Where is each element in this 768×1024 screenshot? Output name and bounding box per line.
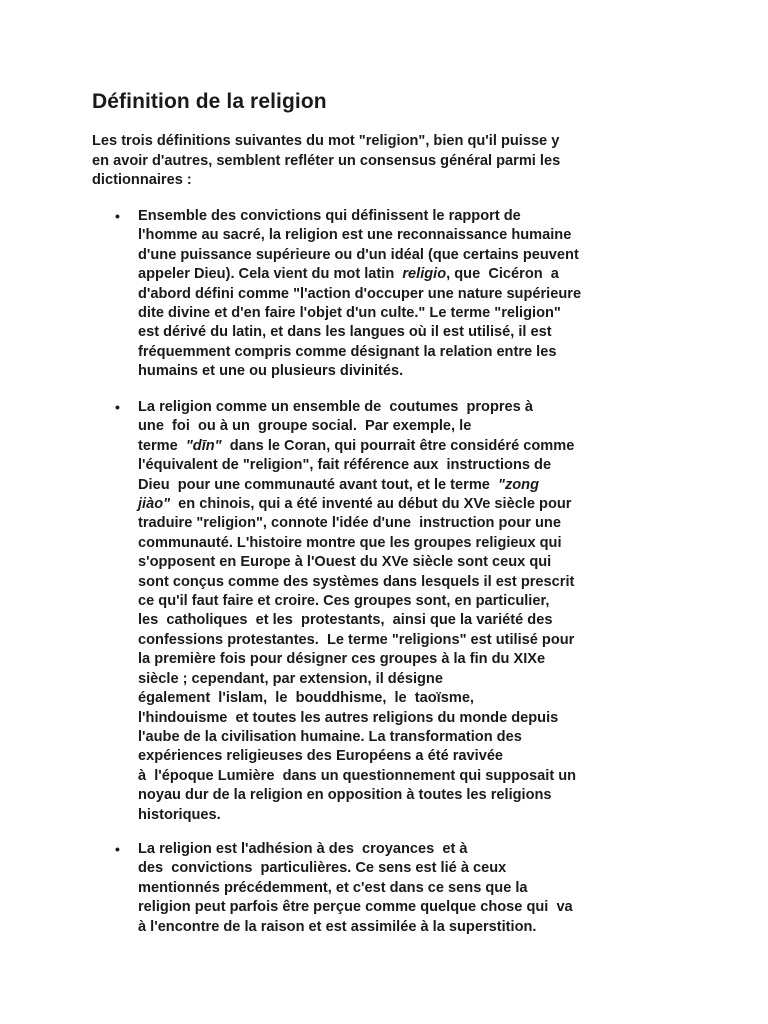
text-line: l'aube de la civilisation humaine. La transformation des bbox=[138, 728, 522, 745]
definition-text bbox=[138, 398, 698, 825]
text-segment: dans le Coran, qui pourrait être considéré comme bbox=[221, 437, 575, 454]
bullet-icon: • bbox=[115, 841, 120, 857]
text-line bbox=[138, 476, 698, 495]
text-line: mentionnés précédemment, et c'est dans ce sens que la bbox=[138, 879, 528, 896]
intro-paragraph bbox=[92, 132, 682, 191]
text-segment: appeler Dieu). Cela vient du mot latin bbox=[138, 266, 403, 283]
text-line: est dérivé du latin, et dans les langues où il est utilisé, il est bbox=[138, 324, 552, 341]
text-line: traduire "religion", connote l'idée d'une instruction pour une bbox=[138, 515, 561, 532]
intro-line: en avoir d'autres, semblent refléter un consensus général parmi les bbox=[92, 152, 561, 169]
text-line: confessions protestantes. Le terme "religions" est utilisé pour bbox=[138, 631, 575, 648]
text-line bbox=[138, 437, 698, 456]
text-line bbox=[138, 265, 698, 284]
text-line: l'équivalent de "religion", fait référence aux instructions de bbox=[138, 457, 552, 474]
text-line: s'opposent en Europe à l'Ouest du XVe siècle sont ceux qui bbox=[138, 554, 552, 571]
text-line: des convictions particulières. Ce sens est lié à ceux bbox=[138, 860, 507, 877]
text-line: l'homme au sacré, la religion est une reconnaissance humaine bbox=[138, 227, 572, 244]
text-line: ce qu'il faut faire et croire. Ces groupes sont, en particulier, bbox=[138, 593, 550, 610]
text-line: historiques. bbox=[138, 806, 221, 823]
text-line: Ensemble des convictions qui définissent le rapport de bbox=[138, 208, 521, 224]
definition-text bbox=[138, 207, 698, 382]
text-segment: Dieu pour une communauté avant tout, et le terme bbox=[138, 476, 499, 493]
text-line: l'hindouisme et toutes les autres religions du monde depuis bbox=[138, 709, 559, 726]
text-line: à l'encontre de la raison et est assimilée à la superstition. bbox=[138, 918, 537, 935]
text-line: fréquemment compris comme désignant la relation entre les bbox=[138, 343, 557, 360]
text-segment: en chinois, qui a été inventé au début du XVe siècle pour bbox=[170, 496, 572, 513]
text-line bbox=[138, 495, 698, 514]
text-line: communauté. L'histoire montre que les groupes religieux qui bbox=[138, 534, 562, 551]
intro-line: dictionnaires : bbox=[92, 172, 192, 189]
text-line: à l'époque Lumière dans un questionnement qui supposait un bbox=[138, 767, 577, 784]
bullet-icon: • bbox=[115, 208, 120, 224]
intro-line: Les trois définitions suivantes du mot "religion", bien qu'il puisse y bbox=[92, 133, 560, 149]
text-line: d'abord défini comme "l'action d'occuper une nature supérieure bbox=[138, 285, 582, 302]
arabic-term: "dīn" bbox=[185, 437, 222, 454]
chinese-term: "zong bbox=[498, 476, 540, 493]
chinese-term: jiào" bbox=[138, 496, 171, 513]
text-line: noyau dur de la religion en opposition à toutes les religions bbox=[138, 787, 552, 804]
text-line: une foi ou à un groupe social. Par exemple, le bbox=[138, 418, 472, 435]
latin-term: religio bbox=[402, 266, 447, 283]
text-line: siècle ; cependant, par extension, il désigne bbox=[138, 670, 443, 687]
text-line: la première fois pour désigner ces groupes à la fin du XIXe bbox=[138, 651, 546, 668]
text-line: religion peut parfois être perçue comme quelque chose qui va bbox=[138, 899, 573, 916]
bullet-icon: • bbox=[115, 399, 120, 415]
text-line: La religion est l'adhésion à des croyances et à bbox=[138, 841, 468, 857]
text-line: sont conçus comme des systèmes dans lesquels il est prescrit bbox=[138, 573, 575, 590]
text-line: dite divine et d'en faire l'objet d'un culte." Le terme "religion" bbox=[138, 305, 561, 322]
text-line: La religion comme un ensemble de coutumes propres à bbox=[138, 399, 533, 415]
text-line: humains et une ou plusieurs divinités. bbox=[138, 363, 404, 380]
text-line: d'une puissance supérieure ou d'un idéal (que certains peuvent bbox=[138, 246, 579, 263]
text-line: les catholiques et les protestants, ainsi que la variété des bbox=[138, 612, 553, 629]
definition-text bbox=[138, 840, 698, 937]
page-title: Définition de la religion bbox=[92, 90, 327, 113]
text-segment: terme bbox=[138, 437, 186, 454]
text-line: expériences religieuses des Européens a été ravivée bbox=[138, 748, 504, 765]
text-line: également l'islam, le bouddhisme, le taoïsme, bbox=[138, 690, 474, 707]
text-segment: , que Cicéron a bbox=[446, 266, 559, 283]
